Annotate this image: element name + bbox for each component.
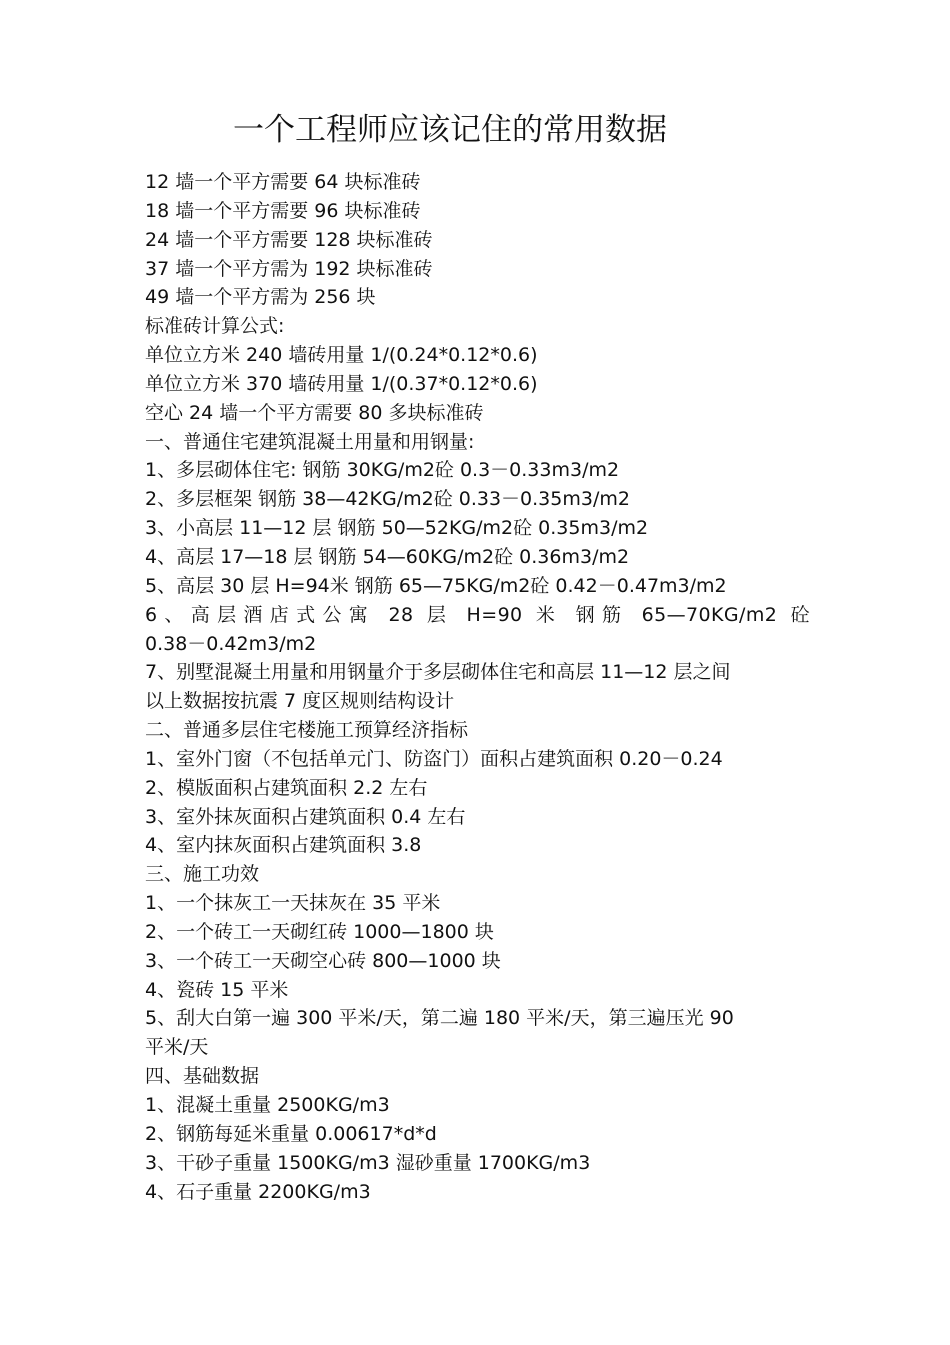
text-line: 单位立方米 370 墙砖用量 1/(0.37*0.12*0.6) bbox=[145, 372, 538, 395]
text-line: 单位立方米 240 墙砖用量 1/(0.24*0.12*0.6) bbox=[145, 344, 538, 367]
text-line: 2、模版面积占建筑面积 2.2 左右 bbox=[145, 776, 428, 799]
text-line: 1、混凝土重量 2500KG/m3 bbox=[145, 1094, 390, 1116]
text-line: 以上数据按抗震 7 度区规则结构设计 bbox=[145, 690, 455, 713]
text-line: 3、室外抹灰面积占建筑面积 0.4 左右 bbox=[145, 805, 466, 828]
document-title: 一个工程师应该记住的常用数据 bbox=[233, 112, 667, 148]
text-line: 二、普通多层住宅楼施工预算经济指标 bbox=[145, 719, 469, 742]
text-line: 2、多层框架 钢筋 38—42KG/m2砼 0.33－0.35m3/m2 bbox=[145, 488, 630, 511]
text-line: 49 墙一个平方需为 256 块 bbox=[145, 286, 376, 309]
text-line: 2、钢筋每延米重量 0.00617*d*d bbox=[145, 1122, 437, 1145]
text-line: 4、石子重量 2200KG/m3 bbox=[145, 1180, 371, 1203]
text-line: 4、高层 17—18 层 钢筋 54—60KG/m2砼 0.36m3/m2 bbox=[145, 545, 630, 568]
text-line: 1、一个抹灰工一天抹灰在 35 平米 bbox=[145, 892, 441, 915]
text-line: 三、施工功效 bbox=[145, 863, 260, 886]
text-line: 37 墙一个平方需为 192 块标准砖 bbox=[145, 257, 433, 280]
document-body bbox=[145, 168, 810, 1206]
text-line: 5、高层 30 层 H=94米 钢筋 65—75KG/m2砼 0.42－0.47m3/m2 bbox=[145, 574, 727, 597]
text-line: 2、一个砖工一天砌红砖 1000—1800 块 bbox=[145, 920, 494, 943]
text-line: 6、高层酒店式公寓 28 层 H=90 米 钢筋 65—70KG/m2 砼 bbox=[145, 603, 810, 626]
text-line: 四、基础数据 bbox=[145, 1065, 260, 1088]
text-line: 1、室外门窗（不包括单元门、防盗门）面积占建筑面积 0.20－0.24 bbox=[145, 747, 723, 770]
text-line: 7、别墅混凝土用量和用钢量介于多层砌体住宅和高层 11—12 层之间 bbox=[145, 661, 731, 684]
text-line: 1、多层砌体住宅: 钢筋 30KG/m2砼 0.3－0.33m3/m2 bbox=[145, 459, 620, 482]
text-line: 4、室内抹灰面积占建筑面积 3.8 bbox=[145, 834, 422, 857]
text-line: 3、一个砖工一天砌空心砖 800—1000 块 bbox=[145, 949, 501, 972]
text-line: 3、小高层 11—12 层 钢筋 50—52KG/m2砼 0.35m3/m2 bbox=[145, 517, 649, 540]
text-line: 标准砖计算公式: bbox=[145, 315, 285, 338]
text-line: 一、普通住宅建筑混凝土用量和用钢量: bbox=[145, 430, 475, 453]
text-line: 空心 24 墙一个平方需要 80 多块标准砖 bbox=[145, 401, 484, 424]
text-line: 4、瓷砖 15 平米 bbox=[145, 978, 289, 1001]
text-line: 平米/天 bbox=[145, 1036, 209, 1059]
text-line: 3、干砂子重量 1500KG/m3 湿砂重量 1700KG/m3 bbox=[145, 1151, 591, 1174]
text-line: 12 墙一个平方需要 64 块标准砖 bbox=[145, 171, 421, 193]
text-line: 0.38－0.42m3/m2 bbox=[145, 632, 317, 655]
text-line: 18 墙一个平方需要 96 块标准砖 bbox=[145, 199, 421, 222]
text-line: 5、刮大白第一遍 300 平米/天，第二遍 180 平米/天，第三遍压光 90 bbox=[145, 1007, 734, 1030]
text-line: 24 墙一个平方需要 128 块标准砖 bbox=[145, 228, 433, 251]
